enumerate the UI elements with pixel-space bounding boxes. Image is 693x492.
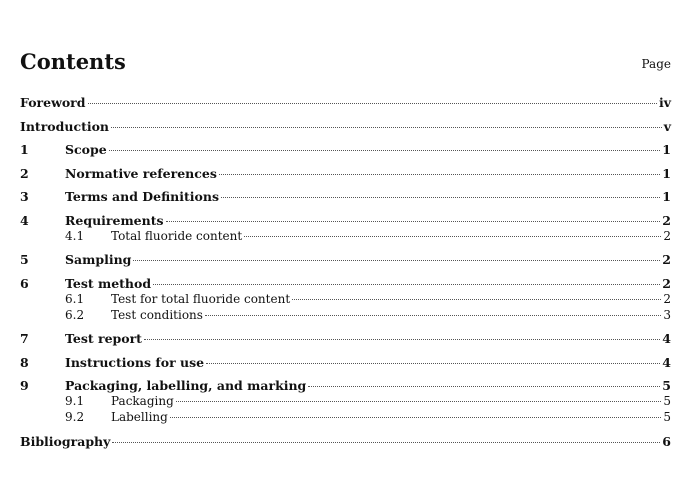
toc-subentry[interactable]	[20, 228, 671, 244]
toc-entry-label: Foreword	[20, 95, 86, 110]
toc-entry-number: 9	[20, 378, 29, 393]
toc-entry-label: Terms and Definitions	[65, 189, 220, 204]
toc-entry[interactable]	[20, 252, 671, 267]
toc-entry-page: 2	[662, 275, 671, 291]
toc-entry[interactable]	[20, 95, 671, 110]
dot-leader	[88, 103, 657, 104]
toc-subentry[interactable]	[20, 409, 671, 425]
toc-subentry[interactable]	[20, 393, 671, 409]
dot-leader	[112, 442, 660, 443]
toc-entry-label: Introduction	[20, 118, 110, 134]
toc-entry[interactable]	[20, 378, 671, 393]
toc-entry-label: Packaging, labelling, and marking	[65, 378, 307, 393]
toc-entry[interactable]	[20, 331, 671, 346]
toc-entry-label: Sampling	[65, 252, 132, 267]
toc-entry-label: Labelling	[111, 410, 168, 424]
dot-leader	[292, 299, 661, 300]
dot-leader	[109, 150, 661, 151]
toc-entry-page: 1	[662, 142, 671, 157]
toc-entry-page: 1	[662, 165, 671, 181]
toc-entry-page: 4	[662, 354, 671, 370]
toc-entry[interactable]	[20, 142, 671, 157]
toc-entry[interactable]	[20, 276, 671, 291]
dot-leader	[206, 363, 660, 364]
toc-entry-number: 9.2	[65, 410, 85, 424]
toc-entry-number: 3	[20, 189, 29, 204]
toc-entry-label: Test for total fluoride content	[111, 291, 291, 306]
toc-entry-number: 2	[20, 165, 29, 181]
toc-entry-page: 2	[663, 291, 671, 306]
toc-entry-page: 3	[663, 307, 671, 322]
toc-entry-label: Normative references	[65, 165, 217, 181]
toc-entry-page: 5	[663, 394, 671, 408]
toc-entry[interactable]	[20, 119, 671, 134]
dot-leader	[221, 197, 660, 198]
toc-entry-label: Total fluoride content	[111, 228, 243, 243]
toc-entry[interactable]	[20, 434, 671, 449]
toc-entry-label: Scope	[65, 142, 107, 157]
toc-entry-page: 1	[662, 189, 671, 204]
toc-entry[interactable]	[20, 355, 671, 370]
page-title: Contents	[20, 49, 126, 74]
toc-subentry[interactable]	[20, 291, 671, 307]
toc-entry-label: Test conditions	[111, 307, 203, 322]
toc-entry-page: iv	[658, 95, 671, 110]
toc-entry-page: 2	[663, 228, 671, 243]
toc-entry-number: 9.1	[65, 394, 85, 408]
toc-entry-number: 7	[20, 331, 29, 346]
dot-leader	[219, 174, 660, 175]
toc-entry-label: Instructions for use	[65, 354, 205, 370]
toc-entry-number: 6	[20, 275, 29, 291]
toc-entry-number: 6.1	[65, 291, 85, 306]
toc-entry-number: 5	[20, 252, 29, 267]
toc-entry-number: 4	[20, 212, 29, 228]
dot-leader	[205, 315, 661, 316]
table-of-contents	[20, 95, 671, 449]
toc-entry-number: 8	[20, 354, 29, 370]
dot-leader	[176, 401, 662, 402]
toc-entry-number: 1	[20, 142, 29, 157]
toc-entry-page: v	[663, 118, 671, 134]
dot-leader	[144, 339, 660, 340]
dot-leader	[111, 127, 662, 128]
toc-entry-label: Packaging	[111, 394, 174, 408]
dot-leader	[153, 284, 660, 285]
dot-leader	[244, 236, 661, 237]
toc-entry-label: Bibliography	[20, 433, 111, 449]
toc-entry-number: 6.2	[65, 307, 85, 322]
toc-entry[interactable]	[20, 213, 671, 228]
toc-entry-page: 5	[663, 410, 671, 424]
toc-entry-number: 4.1	[65, 228, 85, 243]
toc-entry-page: 5	[662, 378, 671, 393]
dot-leader	[166, 221, 661, 222]
toc-subentry[interactable]	[20, 307, 671, 323]
toc-entry-page: 2	[662, 212, 671, 228]
dot-leader	[308, 386, 660, 387]
dot-leader	[170, 417, 662, 418]
toc-entry-page: 6	[662, 433, 671, 449]
page-column-label: Page	[641, 57, 671, 71]
toc-entry[interactable]	[20, 166, 671, 181]
toc-entry-page: 2	[662, 252, 671, 267]
toc-entry-label: Requirements	[65, 212, 164, 228]
toc-entry-page: 4	[662, 331, 671, 346]
toc-entry-label: Test report	[65, 331, 142, 346]
toc-entry-label: Test method	[65, 275, 152, 291]
dot-leader	[133, 260, 660, 261]
toc-entry[interactable]	[20, 189, 671, 204]
